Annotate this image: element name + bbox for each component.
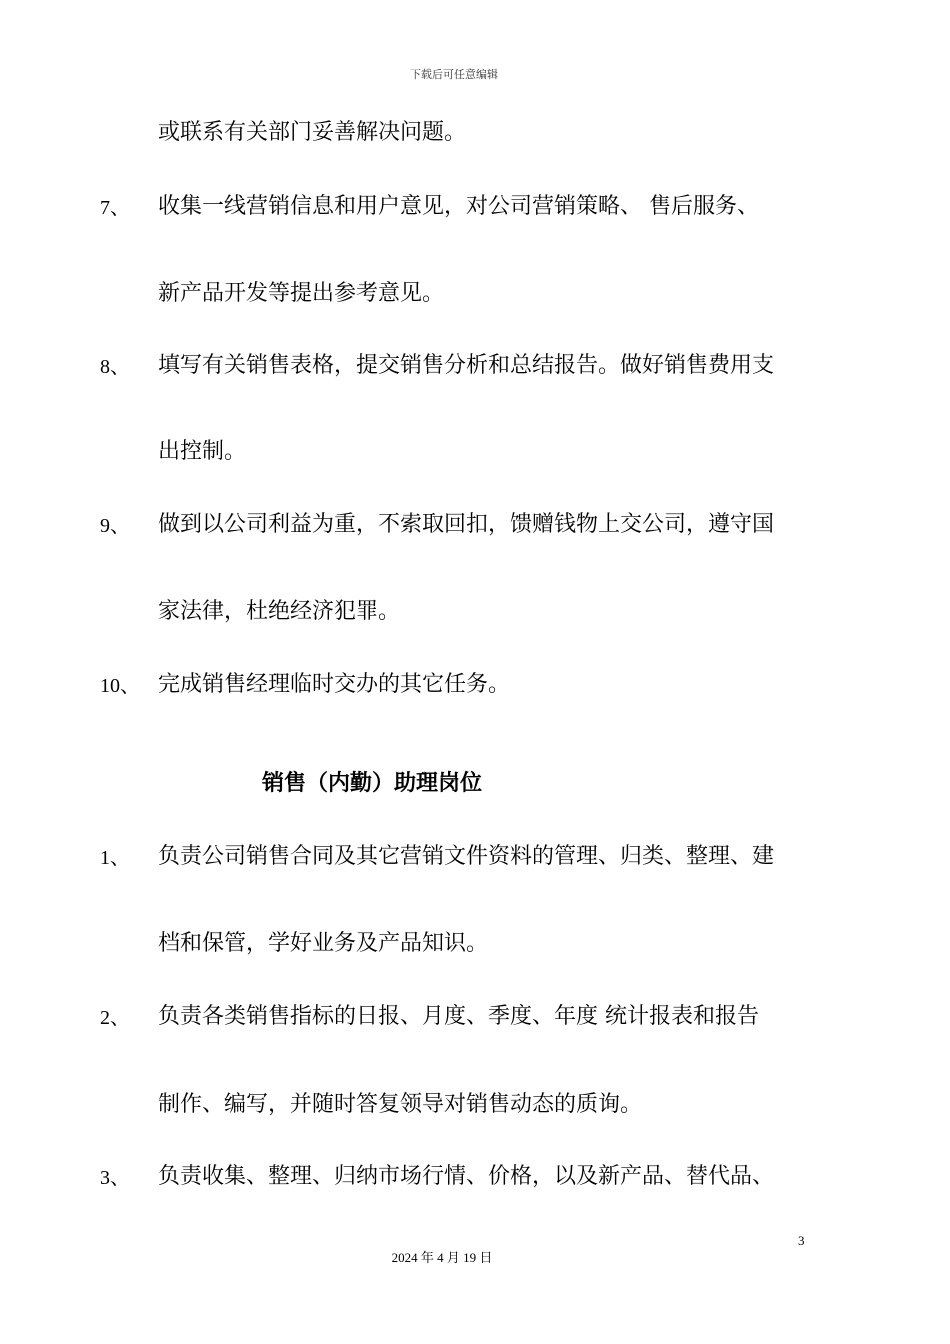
list-item-3-line-1: 负责收集、整理、归纳市场行情、价格，以及新产品、替代品、 (158, 1164, 775, 1189)
page-number: 3 (798, 1233, 805, 1248)
list-item-7-line-1: 收集一线营销信息和用户意见，对公司营销策略、 售后服务、 (158, 194, 759, 219)
list-item-7-line-2: 新产品开发等提出参考意见。 (158, 281, 445, 306)
page-header: 下载后可任意编辑 (410, 68, 498, 81)
list-item-1-line-2: 档和保管，学好业务及产品知识。 (158, 931, 489, 956)
list-item-9-line-2: 家法律，杜绝经济犯罪。 (158, 599, 401, 624)
list-item-number-1: 1、 (100, 847, 130, 869)
list-item-8-line-1: 填写有关销售表格，提交销售分析和总结报告。做好销售费用支 (158, 353, 775, 378)
list-item-number-9: 9、 (100, 515, 130, 537)
list-item-9-line-1: 做到以公司利益为重，不索取回扣，馈赠钱物上交公司，遵守国 (158, 512, 775, 537)
list-item-2-line-1: 负责各类销售指标的日报、月度、季度、年度 统计报表和报告 (158, 1004, 759, 1029)
footer-date: 2024 年 4 月 19 日 (391, 1250, 493, 1265)
list-item-continuation: 或联系有关部门妥善解决问题。 (158, 120, 467, 145)
list-item-8-line-2: 出控制。 (158, 439, 247, 464)
list-item-number-10: 10、 (100, 675, 140, 697)
list-item-number-3: 3、 (100, 1167, 130, 1189)
list-item-number-8: 8、 (100, 356, 130, 378)
list-item-2-line-2: 制作、编写，并随时答复领导对销售动态的质询。 (158, 1092, 643, 1117)
section-title: 销售（内勤）助理岗位 (262, 771, 483, 796)
list-item-number-2: 2、 (100, 1007, 130, 1029)
list-item-1-line-1: 负责公司销售合同及其它营销文件资料的管理、归类、整理、建 (158, 844, 775, 869)
list-item-10-line-1: 完成销售经理临时交办的其它任务。 (158, 672, 511, 697)
list-item-number-7: 7、 (100, 197, 130, 219)
